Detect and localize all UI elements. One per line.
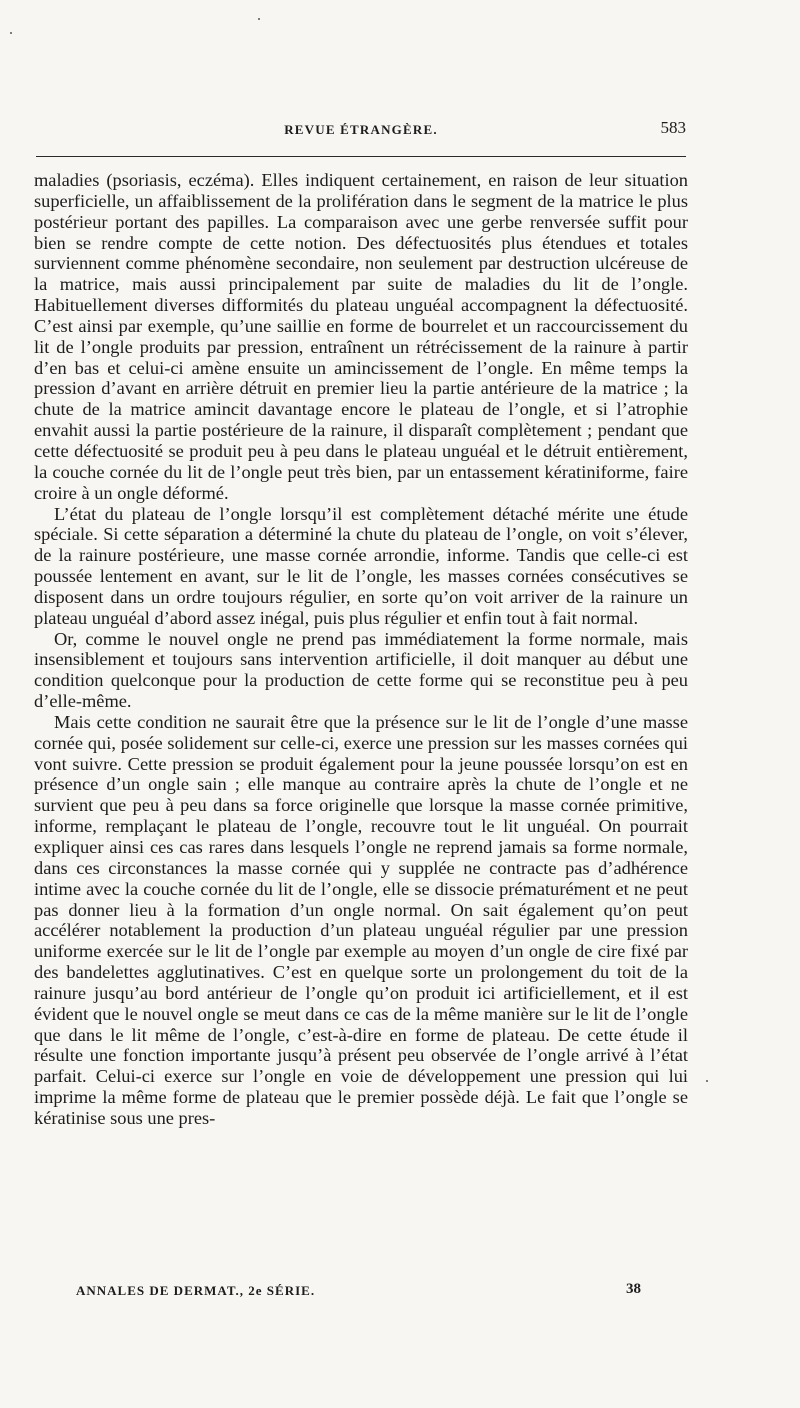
- header-rule: [36, 156, 686, 157]
- sheet-signature: 38: [626, 1281, 641, 1297]
- paragraph: Mais cette condition ne saurait être que la présence sur le lit de l’ongle d’une masse cornée qui, posée solidement sur celle-ci, exerce une pression sur les masses cornées qui vont suivre. Cette pression se produit également pour la jeune poussée lorsqu’on est en présence d’un ongle sain ; elle manque au contraire après la chute de l’ongle et ne survient que peu à peu dans sa force originelle que lorsque la masse cornée primitive, informe, remplaçant le plateau de l’ongle, recouvre tout le lit unguéal. On pourrait expliquer ainsi ces cas rares dans lesquels l’ongle ne reprend jamais sa forme normale, dans ces circonstances la masse cornée qui y supplée ne contracte pas d’adhérence intime avec la couche cornée du lit de l’ongle, elle se dissocie prématurément et ne peut pas donner lieu à la formation d’un ongle normal. On sait également qu’on peut accélérer notablement la production d’un plateau unguéal régulier par une pression uniforme exercée sur le lit de l’ongle par exemple au moyen d’un ongle de cire fixé par des bandelettes agglutinatives. C’est en quelque sorte un prolongement du toit de la rainure jusqu’au bord antérieur de l’ongle qu’on produit ici artificiellement, et il est évident que le nouvel ongle se meut dans ce cas de la même manière sur le lit de l’ongle que dans le lit même de l’ongle, c’est-à-dire en forme de plateau. De cette étude il résulte une fonction importante jusqu’à présent peu observée de l’ongle arrivé à l’état parfait. Celui-ci exerce sur l’ongle en voie de développement une pression qui lui imprime la même forme de plateau que le premier possède déjà. Le fait que l’ongle se kératinise sous une pres-: [34, 711, 688, 1128]
- page-number: 583: [660, 118, 686, 137]
- body-text: [34, 170, 688, 1129]
- paragraph: L’état du plateau de l’ongle lorsqu’il est complètement détaché mérite une étude spéciale. Si cette séparation a déterminé la chute du plateau de l’ongle, on voit s’élever, de la rainure postérieure, une masse cornée arrondie, informe. Tandis que celle-ci est poussée lentement en avant, sur le lit de l’ongle, les masses cornées consécutives se disposent dans un ordre toujours régulier, en sorte qu’on voit arriver de la rainure un plateau unguéal d’abord assez inégal, puis plus régulier et enfin tout à fait normal.: [34, 503, 688, 628]
- print-speck: [706, 1080, 708, 1082]
- journal-signature: ANNALES DE DERMAT., 2e SÉRIE.: [76, 1283, 316, 1298]
- print-speck: [258, 18, 260, 20]
- running-head: [36, 118, 686, 142]
- paragraph: maladies (psoriasis, eczéma). Elles indiquent certainement, en raison de leur situation superficielle, un affaiblissement de la prolifération dans le segment de la matrice le plus postérieur portant des papilles. La comparaison avec une gerbe renversée suffit pour bien se rendre compte de cette notion. Des défectuosités plus étendues et totales surviennent comme phénomène secondaire, non seulement par destruction ulcéreuse de la matrice, mais aussi principalement par suite de maladies du lit de l’ongle. Habituellement diverses difformités du plateau unguéal accompagnent la défectuosité. C’est ainsi par exemple, qu’une saillie en forme de bourrelet et un raccourcissement du lit de l’ongle produits par pression, entraînent un rétrécissement de la rainure à partir d’en bas et celui-ci amène ensuite un amincissement de l’ongle. En même temps la pression d’avant en arrière détruit en premier lieu la partie antérieure de la matrice ; la chute de la matrice amincit davantage encore le plateau de l’ongle, et si l’atrophie envahit aussi la partie postérieure de la rainure, il disparaît complètement ; pendant que cette défectuosité se produit peu à peu dans le plateau unguéal et le détruit entièrement, la couche cornée du lit de l’ongle peut très bien, par un entassement kératiniforme, faire croire à un ongle déformé.: [34, 170, 688, 503]
- paragraph: Or, comme le nouvel ongle ne prend pas immédiatement la forme normale, mais insensiblement et toujours sans intervention artificielle, il doit manquer au début une condition quelconque pour la production de cette forme qui se reconstitue peu à peu d’elle-même.: [34, 628, 688, 712]
- print-speck: [10, 32, 12, 34]
- page-footer: [76, 1281, 641, 1303]
- running-title: REVUE ÉTRANGÈRE.: [284, 122, 438, 137]
